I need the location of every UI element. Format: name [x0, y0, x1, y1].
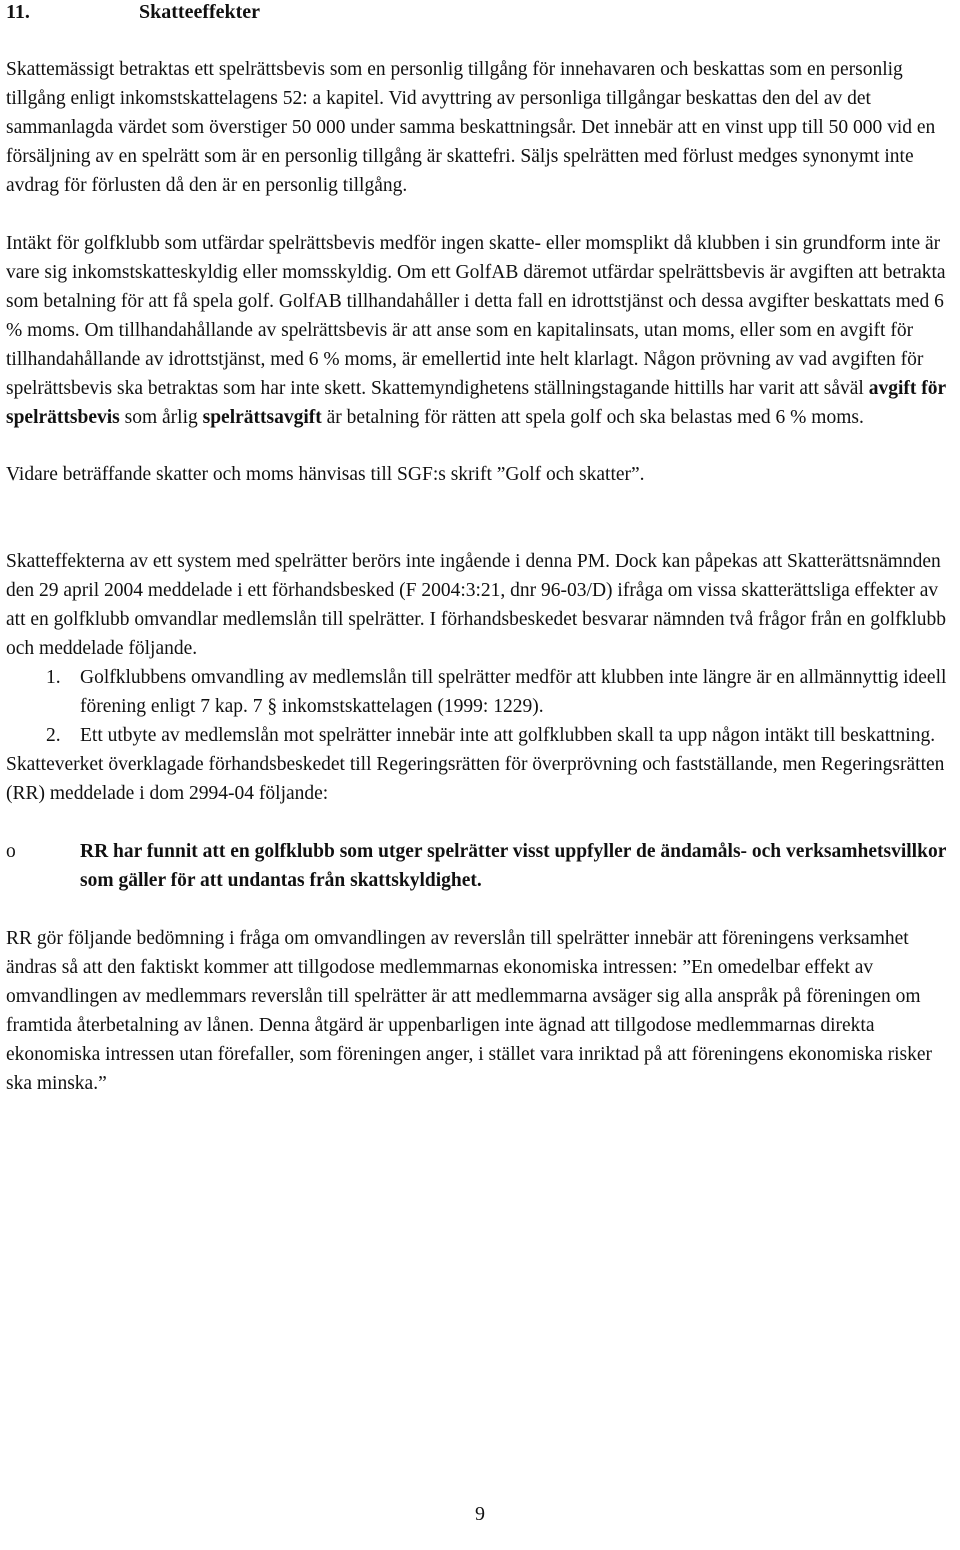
paragraph-text: Skattemässigt betraktas ett spelrättsbevis som en personlig tillgång för innehavaren och beskattas som en personlig tillgång enligt inkomstskattelagens 52: a kapitel. Vid avyttring av personliga tillgångar beskattas den del av det sammanlagda värdet som överstiger 50 000 under samma beskattningsår. Det innebär att en vinst upp till 50 000 vid en försäljning av en spelrätt som är en personlig tillgång är skattefri. Säljs spelrätten med förlust medges synonymt inte avdrag för förlusten då den är en personlig tillgång. [6, 59, 936, 196]
section-title: Skatteeffekter [139, 1, 261, 23]
paragraph-text: Skatteffekterna av ett system med spelrätter berörs inte ingående i denna PM. Dock kan påpekas att Skatterättsnämnden den 29 april 2004 meddelade i ett förhandsbesked (F 2004:3:21, dnr 96-03/D) ifråga om vissa skatterättsliga effekter av att en golfklubb omvandlar medlemslån till spelrätter. I förhandsbeskedet besvarar nämnden två frågor från en golfklubb och meddelade följande. [6, 551, 947, 659]
section-heading [6, 0, 954, 24]
list-item [46, 663, 954, 721]
list-item-text: Ett utbyte av medlemslån mot spelrätter innebär inte att golfklubben skall ta upp någon intäkt till beskattning. [80, 725, 936, 746]
paragraph-tax-personal-asset [6, 55, 954, 200]
page-number: 9 [475, 1503, 485, 1525]
paragraph-text: Intäkt för golfklubb som utfärdar spelrättsbevis medför ingen skatte- eller momsplikt då klubben i sin grundform inte är vare sig inkomstskatteskyldig eller momsskyldig. Om ett GolfAB däremot utfärdar spelrättsbevis är avgiften att betrakta som betalning för att få spela golf. GolfAB tillhandahåller i detta fall en idrottstjänst och dessa avgifter beskattats med 6 % moms. Om tillhandahållande av spelrättsbevis är att anse som en kapitalinsats, utan moms, eller som en avgift för tillhandahållande av idrottstjänst, med 6 % moms, är emellertid inte helt klarlagt. Någon prövning av vad avgiften för spelrättsbevis ska betraktas som har inte skett. Skattemyndighetens ställningstagande hittills har varit att såväl [6, 233, 946, 399]
list-marker: 2. [46, 725, 61, 746]
paragraph-reference [6, 460, 954, 489]
bold-term-fee: avgift för spelrättsbevis [6, 378, 946, 428]
paragraph-ruling [6, 547, 954, 663]
list-item [6, 837, 954, 895]
list-marker: 1. [46, 667, 61, 688]
bullet-list [6, 837, 954, 895]
section-number: 11. [6, 1, 30, 23]
paragraph-text: är betalning för rätten att spela golf och ska belastas med 6 % moms. [321, 407, 864, 428]
paragraph-club-income [6, 229, 954, 432]
numbered-list [6, 663, 954, 750]
list-item [46, 721, 954, 750]
list-item-text: Golfklubbens omvandling av medlemslån till spelrätter medför att klubben inte längre är en allmännyttig ideell förening enligt 7 kap. 7 § inkomstskattelagen (1999: 1229). [80, 667, 947, 717]
paragraph-appeal: Skatteverket överklagade förhandsbeskedet till Regeringsrätten för överprövning och fastställande, men Regeringsrätten (RR) meddelade i dom 2994-04 följande: [6, 754, 945, 804]
list-item-text: RR har funnit att en golfklubb som utger spelrätter visst uppfyller de ändamåls- och verksamhetsvillkor som gäller för att undantas från skattskyldighet. [80, 841, 946, 891]
bullet-marker: o [6, 841, 16, 862]
paragraph-assessment: RR gör följande bedömning i fråga om omvandlingen av reverslån till spelrätter innebär att föreningens verksamhet ändras så att den faktiskt kommer att tillgodose medlemmarnas ekonomiska intressen: ”En omedelbar effekt av omvandlingen av medlemmars reverslån till spelrätter är att medlemmarna avsäger sig alla anspråk på föreningen om framtida återbetalning av lånen. Denna åtgärd är uppenbarligen inte ägnad att tillgodose medlemmarnas direkta ekonomiska intressen utan förefaller, som föreningen anger, i stället vara inriktad på att föreningens ekonomiska risker ska minska.” [6, 928, 933, 1094]
paragraph-text: som årlig [119, 407, 203, 428]
paragraph-text: Vidare beträffande skatter och moms hänvisas till SGF:s skrift ”Golf och skatter”. [6, 464, 645, 485]
bold-term-annual-fee: spelrättsavgift [202, 407, 322, 428]
document-page [6, 0, 954, 1098]
